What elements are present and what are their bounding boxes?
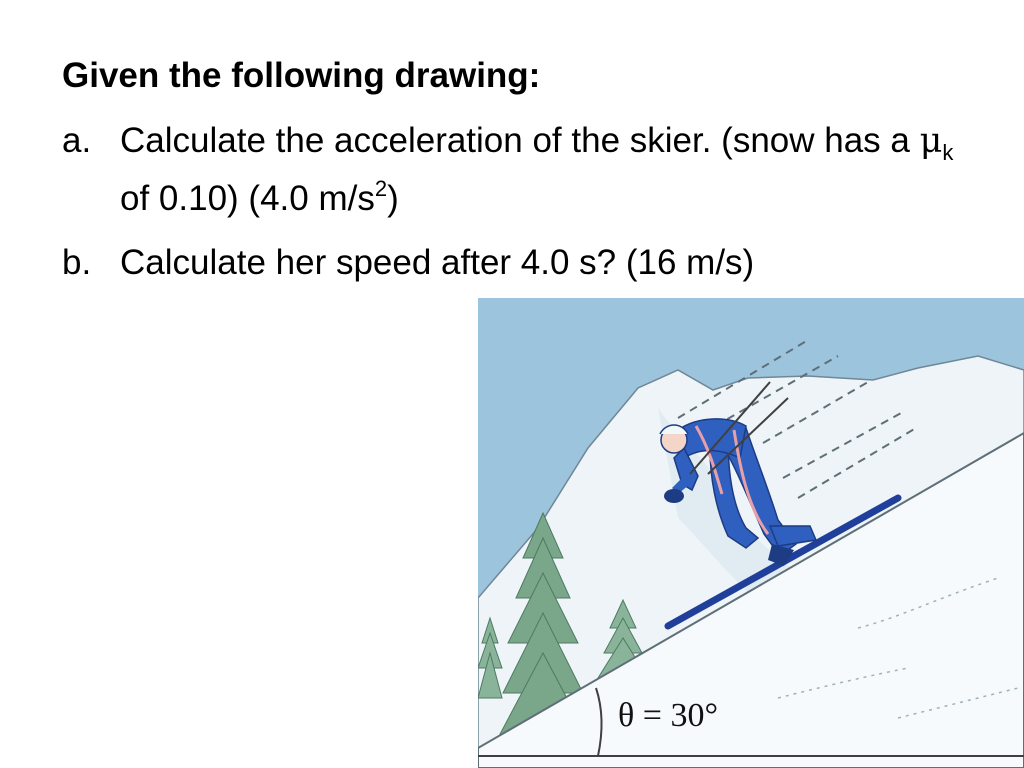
question-text-a (120, 114, 982, 230)
unit-superscript: 2 (374, 176, 388, 201)
angle-label: θ = 30° (618, 697, 719, 734)
item-marker-a: a. (62, 121, 92, 160)
skier-drawing (478, 298, 1024, 768)
slide-heading: Given the following drawing: (62, 56, 541, 95)
mu-subscript: k (942, 140, 954, 165)
question-item-a (62, 114, 982, 230)
mu-symbol: μ (919, 121, 943, 161)
question-a-text-3: ) (387, 179, 399, 218)
skier-illustration (478, 298, 1024, 768)
question-a-text-2: of 0.10) (4.0 m/s (120, 179, 375, 218)
question-item-b (62, 236, 982, 290)
question-a-text-1: Calculate the acceleration of the skier. (snow has a (120, 121, 920, 160)
item-marker-b: b. (62, 243, 92, 282)
question-text-b: Calculate her speed after 4.0 s? (16 m/s) (120, 243, 755, 282)
